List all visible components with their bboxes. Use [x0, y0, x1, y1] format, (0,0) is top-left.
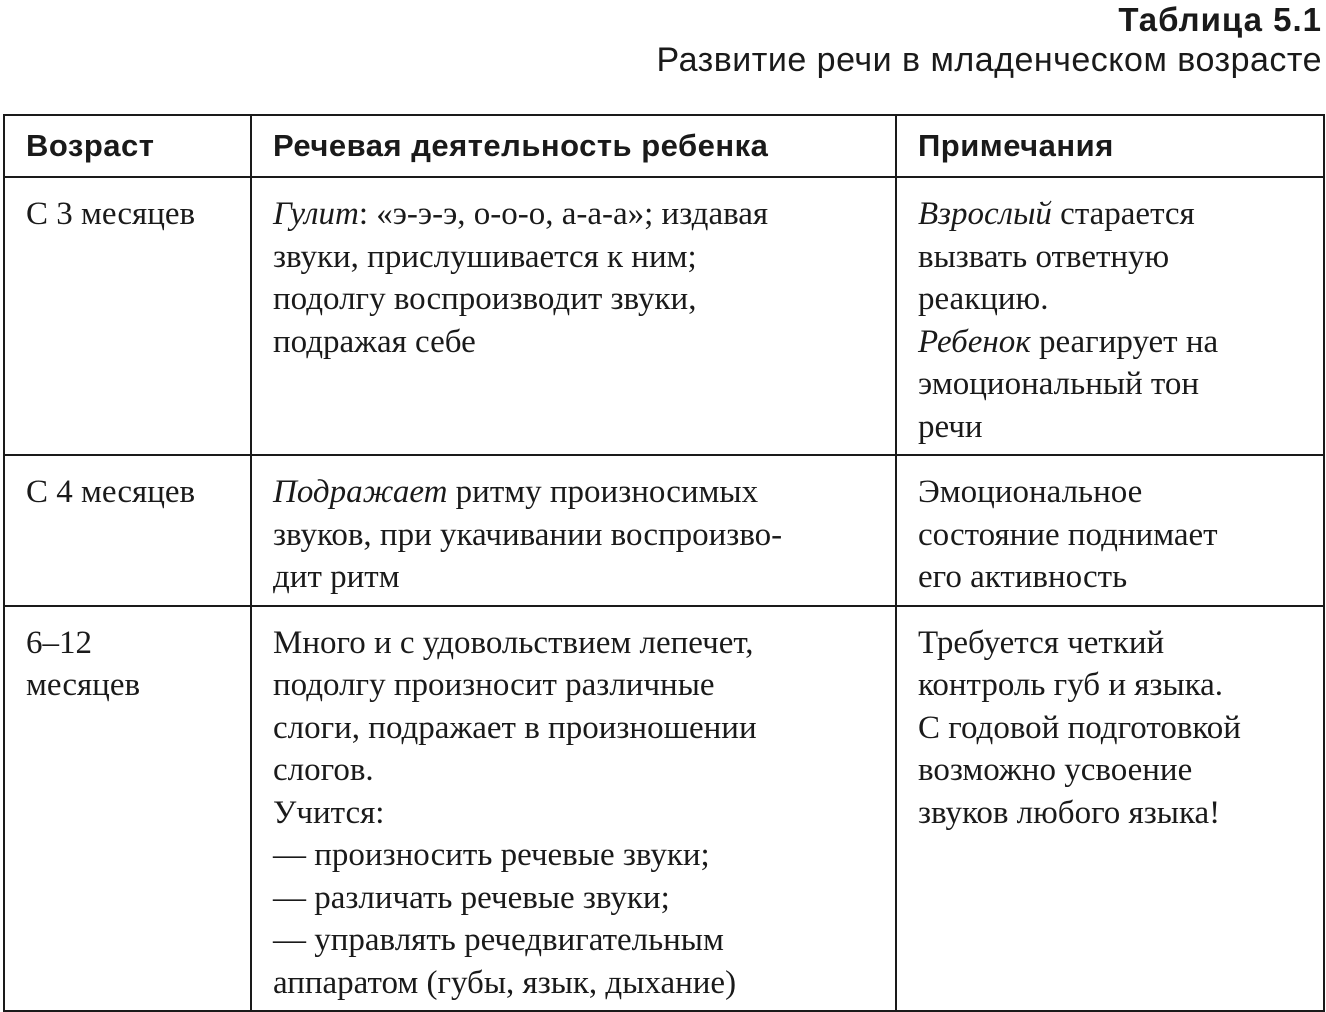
table-row — [4, 455, 1324, 606]
activity-line: подолгу произносит различные — [273, 667, 715, 703]
cell-activity — [251, 455, 896, 606]
cell-age — [4, 455, 251, 606]
activity-line: слоги, подражает в произношении — [273, 709, 757, 746]
notes-line: С годовой подготовкой — [918, 709, 1241, 746]
cell-notes — [896, 455, 1324, 606]
notes-line: его активность — [918, 559, 1128, 595]
notes-line: контроль губ и языка. — [918, 667, 1224, 703]
activity-text: : «э-э-э, о-о-о, а-а-а»; издавая — [358, 196, 769, 232]
activity-line: Много и с удовольствием лепечет, — [273, 624, 754, 661]
table-caption — [657, 0, 1322, 80]
notes-line: Эмоциональное — [918, 474, 1143, 510]
header-activity: Речевая деятельность ребенка — [251, 115, 896, 177]
activity-line: Учится: — [273, 794, 385, 831]
notes-line: эмоциональный тон — [918, 366, 1200, 402]
activity-line: слогов. — [273, 752, 374, 788]
activity-line — [273, 471, 885, 514]
header-age: Возраст — [4, 115, 251, 177]
activity-text: ритму произносимых — [447, 474, 759, 510]
table-header-row — [4, 115, 1324, 177]
cell-notes — [896, 177, 1324, 455]
activity-line: подолгу воспроизводит звуки, — [273, 281, 697, 317]
notes-line: реакцию. — [918, 281, 1049, 317]
age-text: С 4 месяцев — [26, 474, 196, 510]
age-line: 6–12 — [26, 624, 92, 661]
cell-age — [4, 606, 251, 1012]
cell-age — [4, 177, 251, 455]
activity-line: дит ритм — [273, 559, 400, 595]
activity-line: звуков, при укачивании воспроизво- — [273, 516, 783, 553]
activity-emphasis: Гулит — [273, 196, 359, 232]
table-row — [4, 606, 1324, 1012]
activity-line: аппаратом (губы, язык, дыхание) — [273, 964, 737, 1001]
cell-activity — [251, 177, 896, 455]
notes-emphasis: Взрослый — [918, 196, 1052, 232]
notes-emphasis: Ребенок — [918, 323, 1031, 360]
notes-line: звуков любого языка! — [918, 794, 1221, 831]
notes-line: Требуется четкий — [918, 624, 1165, 661]
notes-text: реагирует на — [1030, 323, 1219, 360]
table-number: Таблица 5.1 — [1118, 1, 1322, 38]
speech-development-table — [3, 114, 1325, 1012]
notes-line: вызвать ответную — [918, 238, 1170, 275]
activity-line: — произносить речевые звуки; — [273, 837, 710, 873]
notes-line: возможно усвоение — [918, 752, 1193, 788]
notes-line: состояние поднимает — [918, 516, 1218, 553]
cell-notes — [896, 606, 1324, 1012]
cell-activity — [251, 606, 896, 1012]
notes-line — [918, 193, 1313, 236]
activity-line: подражая себе — [273, 323, 476, 360]
activity-line: — различать речевые звуки; — [273, 879, 670, 916]
age-line: месяцев — [26, 667, 141, 703]
notes-text: старается — [1051, 196, 1195, 232]
activity-line: звуки, прислушивается к ним; — [273, 238, 697, 275]
table-row — [4, 177, 1324, 455]
table-title: Развитие речи в младенческом возрасте — [656, 41, 1322, 79]
activity-emphasis: Подражает — [273, 474, 448, 510]
activity-line: — управлять речедвигательным — [273, 922, 724, 958]
notes-line: речи — [918, 408, 983, 445]
age-text: С 3 месяцев — [26, 196, 196, 232]
header-notes: Примечания — [896, 115, 1324, 177]
activity-line — [273, 193, 885, 236]
notes-line — [918, 321, 1313, 364]
